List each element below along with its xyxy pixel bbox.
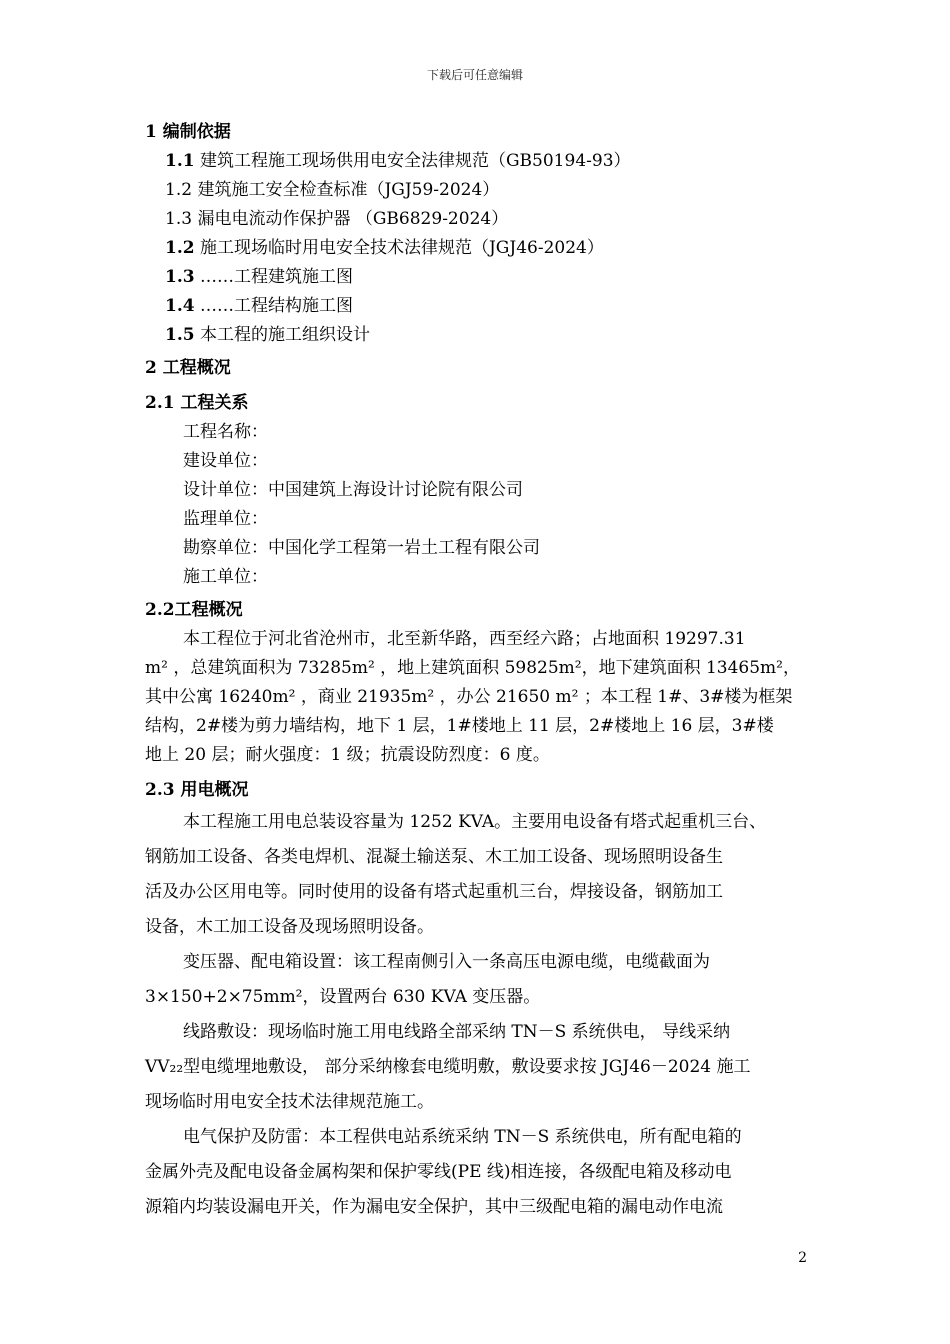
document-body <box>145 118 835 1225</box>
project-info-row: 监理单位： <box>183 509 268 529</box>
project-info-row: 施工单位： <box>183 567 268 587</box>
power-paragraph-3: 线路敷设：现场临时施工用电线路全部采纳 TN－S 系统供电， 导线采纳 VV₂₂型电缆埋地敷设， 部分采纳橡套电缆明敷，敷设要求按 JGJ46－2024 施工 现场临时用电安全技术法律规范施工。 <box>145 1022 751 1112</box>
section-2-3-title: 2.3 用电概况 <box>145 780 249 800</box>
ref-item: 1.5 本工程的施工组织设计 <box>165 325 370 345</box>
project-info-row: 设计单位：中国建筑上海设计讨论院有限公司 <box>183 480 523 500</box>
power-paragraph-4: 电气保护及防雷：本工程供电站系统采纳 TN－S 系统供电，所有配电箱的 金属外壳及配电设备金属构架和保护零线(PE 线)相连接，各级配电箱及移动电 源箱内均装设漏电开关，作为漏电安全保护，其中三级配电箱的漏电动作电流 <box>145 1127 742 1217</box>
ref-item: 1.1 建筑工程施工现场供用电安全法律规范（GB50194-93） <box>165 151 631 171</box>
ref-item: 1.4 ……工程结构施工图 <box>165 296 353 316</box>
ref-item: 1.2 施工现场临时用电安全技术法律规范（JGJ46-2024） <box>165 238 604 258</box>
power-paragraph-1: 本工程施工用电总装设容量为 1252 KVA。主要用电设备有塔式起重机三台、 钢筋加工设备、各类电焊机、混凝土输送泵、木工加工设备、现场照明设备生 活及办公区用电等。同时使用的设备有塔式起重机三台，焊接设备，钢筋加工 设备，木工加工设备及现场照明设备。 <box>145 812 767 937</box>
section-1-title: 1 编制依据 <box>145 122 231 142</box>
section-2-title: 2 工程概况 <box>145 358 231 378</box>
page-number: 2 <box>798 1250 807 1266</box>
section-2-2-title: 2.2工程概况 <box>145 600 243 620</box>
ref-item: 1.2 建筑施工安全检查标准（JGJ59-2024） <box>165 180 500 200</box>
project-info-row: 建设单位： <box>183 451 268 471</box>
section-2-1-title: 2.1 工程关系 <box>145 393 249 413</box>
project-info-row: 勘察单位：中国化学工程第一岩土工程有限公司 <box>183 538 540 558</box>
project-info-row: 工程名称： <box>183 422 268 442</box>
power-paragraph-2: 变压器、配电箱设置：该工程南侧引入一条高压电源电缆，电缆截面为 3×150+2×75mm²，设置两台 630 KVA 变压器。 <box>145 952 710 1007</box>
overview-paragraph: 本工程位于河北省沧州市，北至新华路，西至经六路；占地面积 19297.31 m² ，总建筑面积为 73285m² ，地上建筑面积 59825m²，地下建筑面积 13465m²， 其中公寓 16240m² ，商业 21935m² ，办公 21650 m² ；本工程 1#、3#楼为框架 结构，2#楼为剪力墙结构，地下 1 层，1#楼地上 11 层，2#楼地上 16 层，3#楼 地上 20 层；耐火强度：1 级；抗震设防烈度：6 度。 <box>145 629 800 765</box>
page-header: 下载后可任意编辑 <box>426 68 523 82</box>
ref-item: 1.3 漏电电流动作保护器 （GB6829-2024） <box>165 209 509 229</box>
ref-item: 1.3 ……工程建筑施工图 <box>165 267 353 287</box>
